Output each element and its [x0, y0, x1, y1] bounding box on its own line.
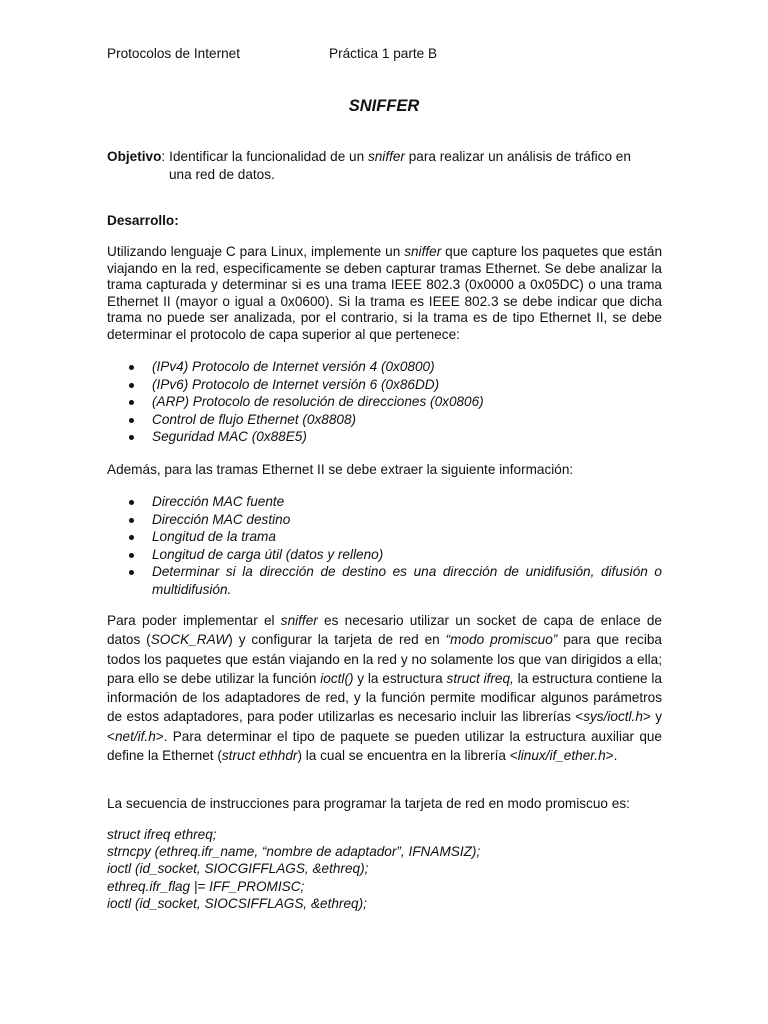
objective-text-b: para realizar un análisis de tráfico en	[404, 149, 631, 164]
implementation-paragraph: Para poder implementar el sniffer es necesario utilizar un socket de capa de enlace de datos (SOCK_RAW) y configurar la tarjeta de red en “modo promiscuo” para que reciba todos los paquetes que están viajando en la red y no solamente los que van dirigidos a ella; para ello se debe utilizar la función ioctl() y la estructura struct ifreq, la estructura contiene la información de los adaptadores de red, y la función permite modificar algunos parámetros de estos adaptadores, para poder utilizarlas es necesario incluir las librerías <sys/ioctl.h> y <net/if.h>. Para determinar el tipo de paquete se pueden utilizar la estructura auxiliar que define la Ethernet (struct ethhdr) la cual se encuentra en la librería <linux/if_ether.h>.	[107, 613, 663, 764]
bullet-icon	[129, 365, 134, 370]
development-paragraph	[107, 244, 662, 344]
code-block	[107, 826, 662, 912]
objective-text	[165, 148, 631, 166]
objective-label: Objetivo	[107, 149, 162, 164]
list-item: Dirección MAC destino	[107, 511, 662, 529]
list-item: Control de flujo Ethernet (0x8808)	[107, 411, 662, 429]
list-item: Seguridad MAC (0x88E5)	[107, 428, 662, 446]
p1-a: Utilizando lenguaje C para Linux, implemente un	[107, 244, 405, 259]
bullet-icon	[129, 535, 134, 540]
page-title: SNIFFER	[348, 97, 420, 115]
list-item: Longitud de carga útil (datos y relleno)	[107, 546, 662, 564]
info-list	[107, 493, 662, 598]
code-line: ethreq.ifr_flag |= IFF_PROMISC;	[107, 878, 305, 894]
objective-text-a: Identificar la funcionalidad de un	[169, 149, 368, 164]
bullet-icon	[129, 435, 134, 440]
header-practice: Práctica 1 parte B	[329, 46, 438, 61]
bullet-icon	[129, 553, 134, 558]
objective-text-line2: una red de datos.	[169, 166, 275, 182]
bullet-icon	[129, 418, 134, 423]
list-item: (ARP) Protocolo de resolución de direcciones (0x0806)	[107, 393, 662, 411]
list-item: Longitud de la trama	[107, 528, 662, 546]
header-course: Protocolos de Internet	[107, 46, 240, 61]
protocol-list	[107, 358, 662, 446]
p1-em: sniffer	[404, 244, 442, 259]
bullet-icon	[129, 383, 134, 388]
code-line: struct ifreq ethreq;	[107, 827, 217, 842]
bullet-icon	[129, 570, 134, 575]
page-header	[107, 45, 768, 63]
info-intro: Además, para las tramas Ethernet II se debe extraer la siguiente información:	[107, 462, 574, 477]
code-line: ioctl (id_socket, SIOCSIFFLAGS, &ethreq);	[107, 895, 367, 911]
bullet-icon	[129, 518, 134, 523]
bullet-icon	[129, 400, 134, 405]
list-item: Dirección MAC fuente	[107, 493, 662, 511]
list-item: Determinar si la dirección de destino es una dirección de unidifusión, difusión o multidifusión.	[107, 563, 662, 598]
objective-section	[107, 148, 662, 183]
sequence-intro: La secuencia de instrucciones para programar la tarjeta de red en modo promiscuo es:	[107, 796, 630, 811]
code-line: strncpy (ethreq.ifr_name, “nombre de adaptador”, IFNAMSIZ);	[107, 844, 481, 860]
code-line: ioctl (id_socket, SIOCGIFFLAGS, &ethreq);	[107, 861, 369, 877]
list-item: (IPv6) Protocolo de Internet versión 6 (0x86DD)	[107, 376, 662, 394]
objective-separator: :	[161, 149, 166, 164]
development-heading: Desarrollo:	[107, 213, 179, 228]
p1-b: que capture los paquetes que están viajando en la red, especificamente se deben capturar tramas Ethernet. Se debe analizar la trama capturada y determinar si es una trama IEEE 802.3 (0x0000 a 0x05DC) o una trama Ethernet II (mayor o igual a 0x0600). Si la trama es IEEE 802.3 se debe indicar que dicha trama no puede ser analizada, por el contrario, si la trama es de tipo Ethernet II, se debe determinar el protocolo de capa superior al que pertenece:	[107, 244, 663, 342]
bullet-icon	[129, 500, 134, 505]
objective-text-em: sniffer	[367, 149, 405, 164]
list-item: (IPv4) Protocolo de Internet versión 4 (0x0800)	[107, 358, 662, 376]
